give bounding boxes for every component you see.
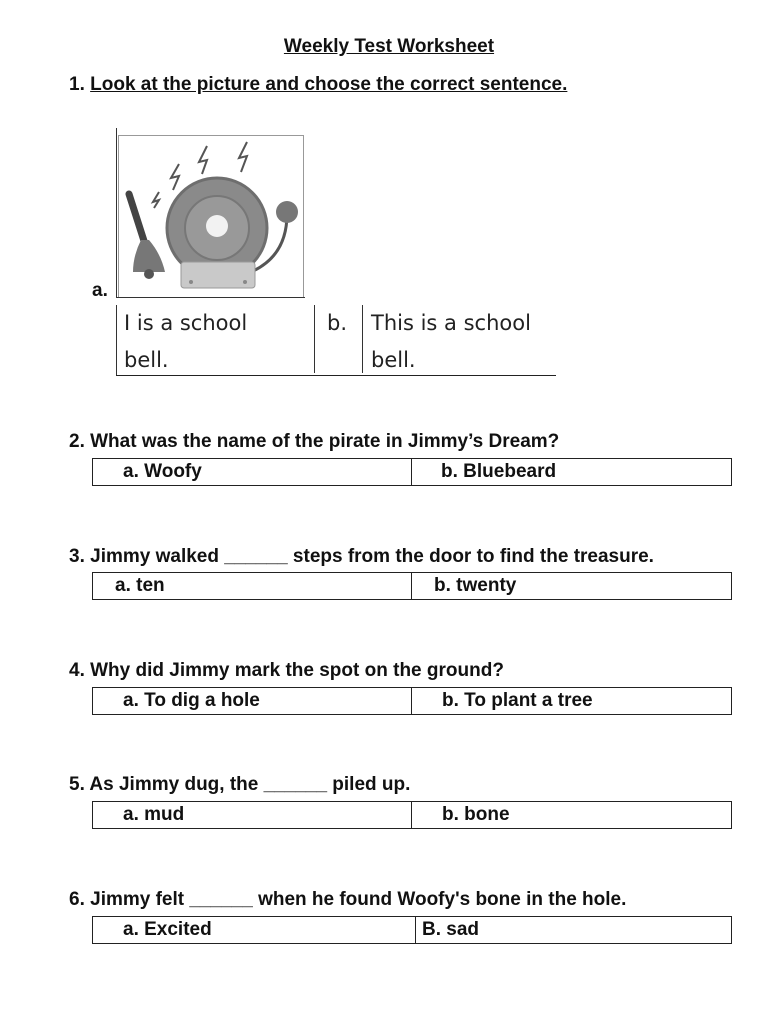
option-divider — [362, 305, 363, 373]
question-1 — [69, 74, 567, 96]
answer-option-a-text: a. To dig a hole — [123, 690, 260, 711]
question-5-text: 5. As Jimmy dug, the ______ piled up. — [69, 774, 411, 795]
question-1-option-a[interactable] — [124, 305, 247, 379]
question-4-answers — [92, 687, 732, 715]
question-1-option-b[interactable] — [371, 305, 531, 379]
question-4-text: 4. Why did Jimmy mark the spot on the ground? — [69, 660, 504, 681]
answer-option-a-text: a. Woofy — [123, 461, 202, 482]
answer-option-b[interactable] — [416, 917, 731, 943]
answer-option-a-text: a. ten — [115, 575, 165, 596]
answer-option-b-text: B. sad — [422, 919, 480, 940]
answer-option-a[interactable] — [93, 917, 416, 943]
answer-option-b-text: b. bone — [442, 804, 510, 825]
question-2-text: 2. What was the name of the pirate in Jimmy’s Dream? — [69, 431, 560, 452]
answer-option-a-text: a. mud — [123, 804, 185, 825]
question-3-answers — [92, 572, 732, 600]
question-3-text: 3. Jimmy walked ______ steps from the door to find the treasure. — [69, 546, 654, 567]
option-a-line-1: I is a school — [124, 311, 248, 335]
question-5-answers — [92, 801, 732, 829]
option-b-line-2: bell. — [371, 348, 416, 372]
answer-option-a[interactable] — [93, 459, 412, 485]
option-a-line-2: bell. — [124, 348, 169, 372]
answer-option-a[interactable] — [93, 802, 412, 828]
option-b-line-1: This is a school — [371, 311, 531, 335]
answer-option-b[interactable] — [412, 688, 731, 714]
question-1-option-b-label: b. — [327, 311, 348, 335]
bell-frame-left-line — [116, 128, 117, 298]
answer-option-b-text: b. To plant a tree — [442, 690, 593, 711]
question-1-picture-label: a. — [92, 280, 108, 301]
answer-option-b[interactable] — [412, 573, 731, 599]
answer-option-b[interactable] — [412, 459, 731, 485]
answer-option-b-text: b. Bluebeard — [441, 461, 557, 482]
question-2-answers — [92, 458, 732, 486]
bell-underline — [116, 297, 305, 298]
question-1-number: 1. — [69, 74, 85, 95]
answer-option-b-text: b. twenty — [434, 575, 517, 596]
option-divider — [116, 305, 117, 375]
question-1-bottom-line — [116, 375, 556, 376]
worksheet-title: Weekly Test Worksheet — [283, 36, 495, 57]
question-6-answers — [92, 916, 732, 944]
school-bell-illustration — [119, 136, 303, 297]
answer-option-b[interactable] — [412, 802, 731, 828]
school-bell-icon — [118, 135, 304, 298]
answer-option-a-text: a. Excited — [123, 919, 212, 940]
question-1-text: Look at the picture and choose the correct sentence. — [90, 74, 568, 95]
question-6-text: 6. Jimmy felt ______ when he found Woofy's bone in the hole. — [69, 889, 627, 910]
answer-option-a[interactable] — [93, 688, 412, 714]
option-divider — [314, 305, 315, 373]
answer-option-a[interactable] — [93, 573, 412, 599]
